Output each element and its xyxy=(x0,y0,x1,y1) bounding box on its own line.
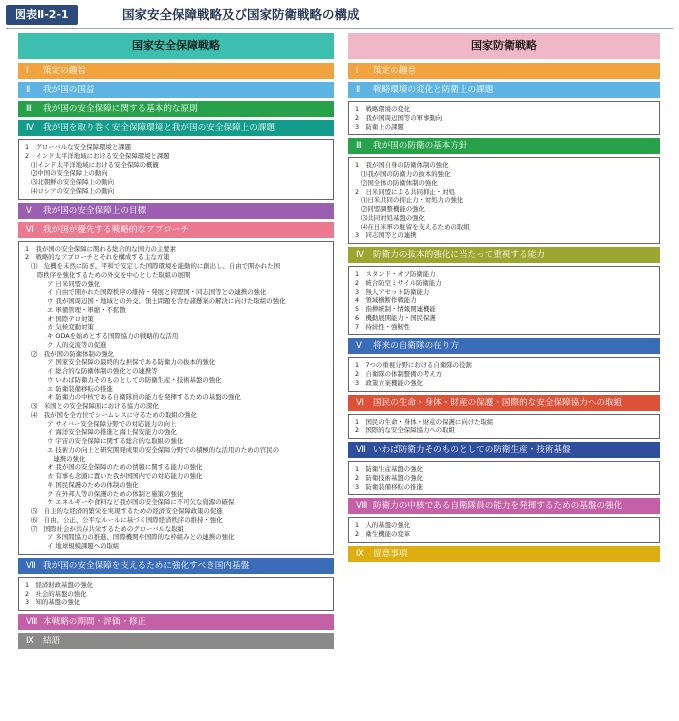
list-item: 1 戦略環境の変化 xyxy=(355,105,411,113)
section-heading xyxy=(18,633,334,649)
list-item: オ 我が国の安全保障のための情報に関する能力の強化 xyxy=(47,463,203,472)
list-item: 2 戦略的なアプローチとそれを構成する主な方策 xyxy=(25,253,170,262)
list-item: ⑵中国の安全保障上の動向 xyxy=(31,169,108,178)
list-item: 6 機動展開能力・国民保護 xyxy=(355,313,436,322)
list-item: 3 防衛装備移転の推進 xyxy=(355,482,423,491)
list-item: 1 我が国の安全保障に関わる総合的な国力の主要素 xyxy=(25,244,177,253)
section-list xyxy=(18,63,334,649)
list-item: ⑵国全体の防衛体制の強化 xyxy=(361,178,438,187)
section-heading xyxy=(18,63,334,79)
list-item: 4 領域横断作戦能力 xyxy=(355,296,417,305)
section-heading xyxy=(348,82,660,98)
list-item: キ 国民保護のための体制の強化 xyxy=(47,480,139,489)
list-item: 3 政策立案機能の強化 xyxy=(355,378,423,387)
section-heading xyxy=(18,82,334,98)
section-number: Ⅴ xyxy=(26,205,32,216)
section-label: 我が国の安全保障に関する基本的な原則 xyxy=(43,104,198,114)
section-heading xyxy=(18,101,334,117)
section-label: 戦略環境の変化と防衛上の課題 xyxy=(373,85,494,95)
section-heading xyxy=(348,395,660,411)
section-heading xyxy=(18,614,334,630)
section-label: 将来の自衛隊の在り方 xyxy=(373,341,459,352)
list-item: ⑴我が国の防衛力の抜本的強化 xyxy=(361,170,451,178)
section-label: 国民の生命・身体・財産の保護・国際的な安全保障協力への取組 xyxy=(373,397,623,408)
list-item: 1 国民の生命・身体・財産の保護に向けた取組 xyxy=(355,417,494,426)
list-item: 2 社会的基盤の強化 xyxy=(25,589,87,598)
section-heading xyxy=(348,442,660,458)
list-item: 3 同志国等との連携 xyxy=(355,231,417,240)
list-item: ⑴ 危機を未然に防ぎ、平和で安定した国際環境を能動的に創出し、自由で開かれた国 xyxy=(31,262,280,270)
list-item: ⑷ 我が国を全方位でシームレスに守るための取組の強化 xyxy=(31,410,197,419)
list-item: 1 7つの重視分野における自衛隊の役割 xyxy=(355,361,472,370)
list-item: ⑶北朝鮮の安全保障上の動向 xyxy=(31,178,115,186)
list-item: ⑶共同対処基盤の強化 xyxy=(361,213,425,222)
section-items xyxy=(18,139,334,200)
section-number: Ⅲ xyxy=(26,104,32,114)
section-label: 我が国の安全保障上の目標 xyxy=(43,205,147,216)
list-item: 2 自衛隊の体制整備の考え方 xyxy=(355,370,443,378)
section-label: 結語 xyxy=(43,636,61,646)
section-items xyxy=(18,241,334,555)
list-item: 1 グローバルな安全保障環境と課題 xyxy=(25,143,131,151)
section-label: 我が国の防衛の基本方針 xyxy=(373,141,468,152)
figure-label: 図表Ⅱ-2-1 xyxy=(6,5,78,25)
section-label: 防衛力の中核である自衛隊員の能力を発揮するための基盤の強化 xyxy=(373,501,623,512)
list-item: ク 在外邦人等の保護のための体制と施策の強化 xyxy=(47,489,184,498)
section-label: 我が国の国益 xyxy=(43,85,95,95)
section-number: Ⅲ xyxy=(356,141,362,152)
list-item: ⑵ 我が国の防衛体制の強化 xyxy=(31,349,115,358)
list-item: ⑺ 国際社会が共存共栄するためのグローバルな取組 xyxy=(31,524,185,533)
list-item: 2 インド太平洋地域における安全保障環境と課題 xyxy=(25,151,170,160)
list-item: ア 日米同盟の強化 xyxy=(47,279,101,288)
section-heading xyxy=(18,222,334,238)
list-item: 2 日米同盟による共同抑止・対処 xyxy=(355,187,455,196)
list-item: 1 経済財政基盤の強化 xyxy=(25,580,93,589)
section-number: Ⅳ xyxy=(356,250,364,260)
section-heading xyxy=(348,498,660,514)
list-item: 1 防衛生産基盤の強化 xyxy=(355,465,423,473)
section-label: 防衛力の抜本的強化に当たって重視する能力 xyxy=(373,250,545,260)
section-number: Ⅶ xyxy=(356,445,366,455)
list-item: ウ 我が国周辺国・地域との外交、領土問題を含む諸懸案の解決に向けた取組の強化 xyxy=(47,297,286,305)
section-number: Ⅶ xyxy=(26,560,36,571)
figure-title: 国家安全保障戦略及び国家防衛戦略の構成 xyxy=(122,7,360,22)
column-title: 国家安全保障戦略 xyxy=(18,33,334,59)
list-item: ウ 宇宙の安全保障に関する総合的な取組の強化 xyxy=(47,437,184,445)
list-item: 3 防衛上の課題 xyxy=(355,122,404,131)
list-item: ア 多国間協力の推進、国際機関や国際的な枠組みとの連携の強化 xyxy=(47,533,235,542)
list-item: 2 国際的な安全保障協力への取組 xyxy=(355,426,455,435)
section-label: 我が国を取り巻く安全保障環境と我が国の安全保障上の課題 xyxy=(43,123,276,133)
section-items xyxy=(348,517,660,543)
list-item: イ 総合的な防衛体制の強化との連携等 xyxy=(47,367,158,375)
list-item: ウ いわば防衛力そのものとしての防衛生産・技術基盤の強化 xyxy=(47,375,222,384)
list-item: 連携の強化 xyxy=(47,454,86,463)
section-number: Ⅸ xyxy=(26,636,34,646)
list-item: ⑵同盟調整機能の強化 xyxy=(361,205,425,213)
section-items xyxy=(348,266,660,335)
list-item: 1 人的基盤の強化 xyxy=(355,521,411,530)
list-item: 3 無人アセット防衛能力 xyxy=(355,287,430,296)
list-item: ア 国家安全保障の最終的な担保である防衛力の抜本的強化 xyxy=(47,358,216,367)
section-items xyxy=(18,577,334,611)
list-item: ク 人的交流等の促進 xyxy=(47,340,107,349)
list-item: ⑹ 自由、公正、公平なルールに基づく国際経済秩序の維持・強化 xyxy=(31,515,223,524)
section-label: いわば防衛力そのものとしての防衛生産・技術基盤 xyxy=(373,445,571,455)
section-number: Ⅱ xyxy=(356,85,361,95)
list-item: ⑸ 自主的な経済的繁栄を実現するための経済安全保障政策の促進 xyxy=(31,507,223,515)
list-item: 1 スタンド・オフ防衛能力 xyxy=(355,270,436,278)
section-heading xyxy=(348,338,660,354)
header-divider xyxy=(6,28,673,29)
section-items xyxy=(348,357,660,391)
list-item: 5 指揮統制・情報関連機能 xyxy=(355,305,436,313)
list-item: オ 防衛力の中核である自衛隊員の能力を発揮するための基盤の強化 xyxy=(47,393,241,402)
list-item: 2 防衛技術基盤の強化 xyxy=(355,473,423,482)
section-number: Ⅱ xyxy=(26,85,31,95)
list-item: カ 有事も念頭に置いた我が国国内での対応能力の強化 xyxy=(47,472,203,480)
section-number: Ⅸ xyxy=(356,548,364,559)
list-item: ア サイバー安全保障分野での対応能力の向上 xyxy=(47,419,177,428)
section-number: Ⅵ xyxy=(26,224,34,235)
section-heading xyxy=(348,138,660,154)
list-item: カ 気候変動対策 xyxy=(47,323,94,332)
section-heading xyxy=(18,120,334,136)
list-item: エ 防衛装備移転の推進 xyxy=(47,384,113,393)
section-number: Ⅴ xyxy=(356,341,362,352)
section-number: Ⅷ xyxy=(26,617,38,627)
figure-header xyxy=(0,0,679,30)
section-number: Ⅵ xyxy=(356,397,364,408)
section-number: Ⅰ xyxy=(356,66,359,76)
section-heading xyxy=(18,558,334,574)
section-heading xyxy=(18,203,334,219)
list-item: 際秩序を強化するための外交を中心とした取組の展開 xyxy=(37,270,191,279)
section-heading xyxy=(348,63,660,79)
section-items xyxy=(348,461,660,495)
list-item: ケ エネルギーや食料など我が国の安全保障に不可欠な資源の確保 xyxy=(47,498,235,507)
list-item: イ 自由で開かれた国際秩序の維持・発展と同盟国・同志国等との連携の強化 xyxy=(47,288,267,297)
section-label: 留意事項 xyxy=(373,548,408,559)
national-defense-strategy-column xyxy=(348,33,660,562)
list-item: エ 軍備管理・軍縮・不拡散 xyxy=(47,305,126,314)
section-heading xyxy=(348,247,660,263)
section-label: 我が国が優先する戦略的なアプローチ xyxy=(43,224,190,235)
list-item: 2 我が国周辺国等の軍事動向 xyxy=(355,113,443,122)
list-item: 2 統合防空ミサイル防衛能力 xyxy=(355,278,442,287)
list-item: 1 我が国自身の防衛体制の強化 xyxy=(355,161,449,170)
list-item: イ 地球規模課題への取組 xyxy=(47,542,120,550)
section-heading xyxy=(348,546,660,562)
list-item: ⑴インド太平洋地域における安全保障の概観 xyxy=(31,160,159,169)
section-list xyxy=(348,63,660,562)
section-label: 策定の趣旨 xyxy=(43,66,86,76)
list-item: 7 持続性・強靭性 xyxy=(355,322,411,331)
section-number: Ⅳ xyxy=(26,123,34,133)
list-item: イ 海洋安全保障の推進と海上保安能力の強化 xyxy=(47,428,177,437)
section-label: 本戦略の期間・評価・修正 xyxy=(43,617,147,627)
section-label: 我が国の安全保障を支えるために強化すべき国内基盤 xyxy=(43,560,250,571)
section-items xyxy=(348,157,660,244)
section-label: 策定の趣旨 xyxy=(373,66,416,76)
list-item: エ 技術力の向上と研究開発成果の安全保障分野での積極的な活用のための官民の xyxy=(47,445,280,454)
list-item: キ ODAを始めとする国際協力の戦略的な活用 xyxy=(47,332,179,340)
list-item: 2 衛生機能の変革 xyxy=(355,530,411,538)
list-item: 3 知的基盤の強化 xyxy=(25,598,81,607)
section-items xyxy=(348,101,660,135)
list-item: ⑴日米共同の抑止力・対処力の強化 xyxy=(361,196,464,205)
list-item: ⑷在日米軍の駐留を支えるための取組 xyxy=(361,222,470,231)
section-number: Ⅷ xyxy=(356,501,368,512)
national-security-strategy-column xyxy=(18,33,334,649)
column-title: 国家防衛戦略 xyxy=(348,33,660,59)
section-items xyxy=(348,414,660,440)
list-item: ⑷ロシアの安全保障上の動向 xyxy=(31,186,115,195)
list-item: オ 国際テロ対策 xyxy=(47,314,94,323)
list-item: ⑶ 米国との安全保障面における協力の深化 xyxy=(31,402,159,410)
section-number: Ⅰ xyxy=(26,66,29,76)
